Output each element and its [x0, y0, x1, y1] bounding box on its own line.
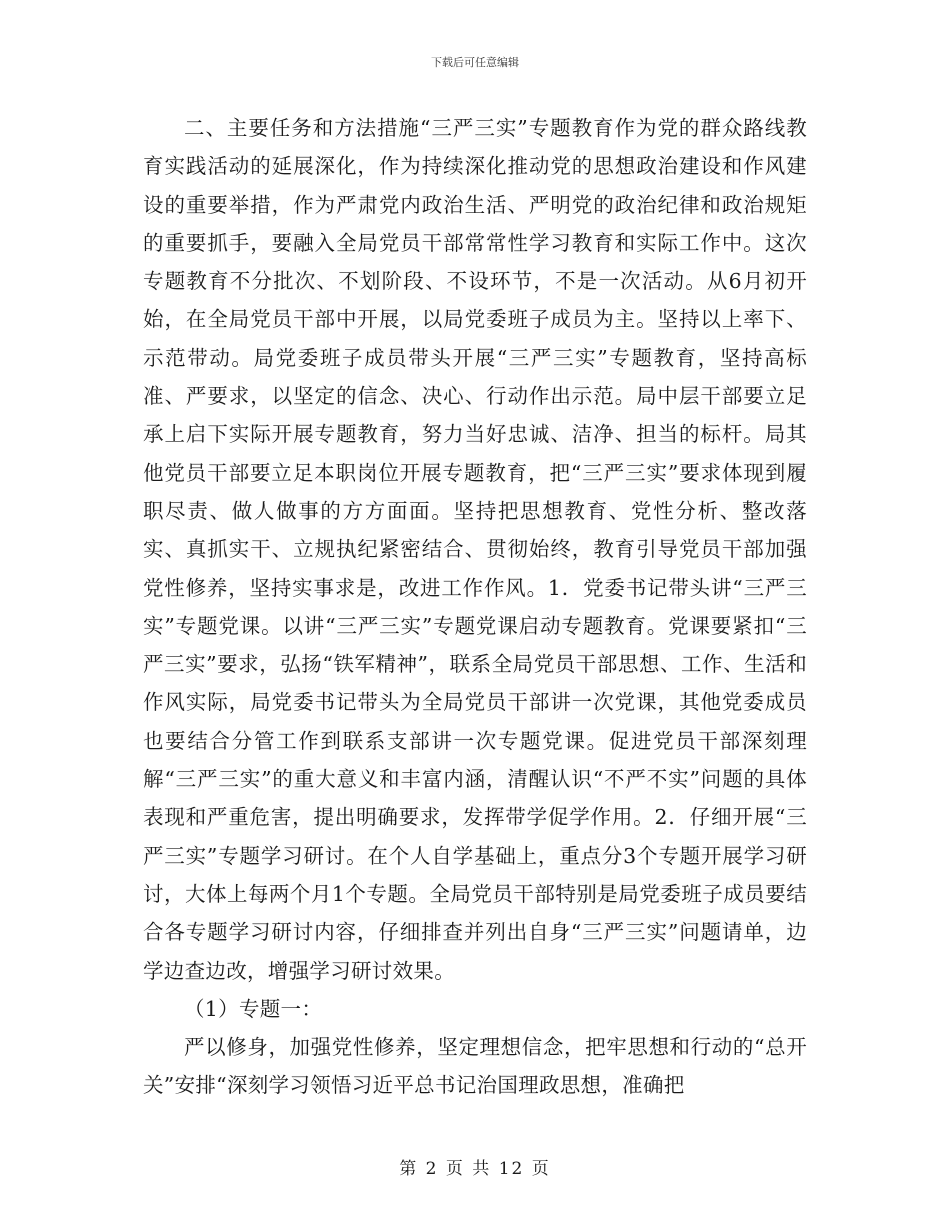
page-footer: 第 2 页 共 12 页	[399, 1159, 551, 1179]
paragraph-topic-one-text: 严以修身，加强党性修养，坚定理想信念，把牢思想和行动的“总开关”安排“深刻学习领悟习近平总书记治国理政思想，准确把	[143, 1035, 807, 1098]
paragraph-main-tasks: 二、主要任务和方法措施“三严三实”专题教育作为党的群众路线教育实践活动的延展深化，作为持续深化推动党的思想政治建设和作风建设的重要举措，作为严肃党内政治生活、严明党的政治纪律和政治规矩的重要抓手，要融入全局党员干部常常性学习教育和实际工作中。这次专题教育不分批次、不划阶段、不设环节，不是一次活动。从6月初开始，在全局党员干部中开展，以局党委班子成员为主。坚持以上率下、示范带动。局党委班子成员带头开展“三严三实”专题教育，坚持高标准、严要求，以坚定的信念、决心、行动作出示范。局中层干部要立足承上启下实际开展专题教育，努力当好忠诚、洁净、担当的标杆。局其他党员干部要立足本职岗位开展专题教育，把“三严三实”要求体现到履职尽责、做人做事的方方面面。坚持把思想教育、党性分析、整改落实、真抓实干、立规执纪紧密结合、贯彻始终，教育引导党员干部加强党性修养，坚持实事求是，改进工作作风。1．党委书记带头讲“三严三实”专题党课。以讲“三严三实”专题党课启动专题教育。党课要紧扣“三严三实”要求，弘扬“铁军精神”，联系全局党员干部思想、工作、生活和作风实际，局党委书记带头为全局党员干部讲一次党课，其他党委成员也要结合分管工作到联系支部讲一次专题党课。促进党员干部深刻理解“三严三实”的重大意义和丰富内涵，清醒认识“不严不实”问题的具体表现和严重危害，提出明确要求，发挥带学促学作用。2．仔细开展“三严三实”专题学习研讨。在个人自学基础上，重点分3个专题开展学习研讨，大体上每两个月1个专题。全局党员干部特别是局党委班子成员要结合各专题学习研讨内容，仔细排查并列出自身“三严三实”问题请单，边学边查边改，增强学习研讨效果。	[143, 116, 807, 983]
document-body	[143, 109, 807, 1105]
paragraph-topic-one-heading: （1）专题一：	[184, 996, 323, 1021]
page-header: 下载后可任意编辑	[431, 56, 519, 69]
